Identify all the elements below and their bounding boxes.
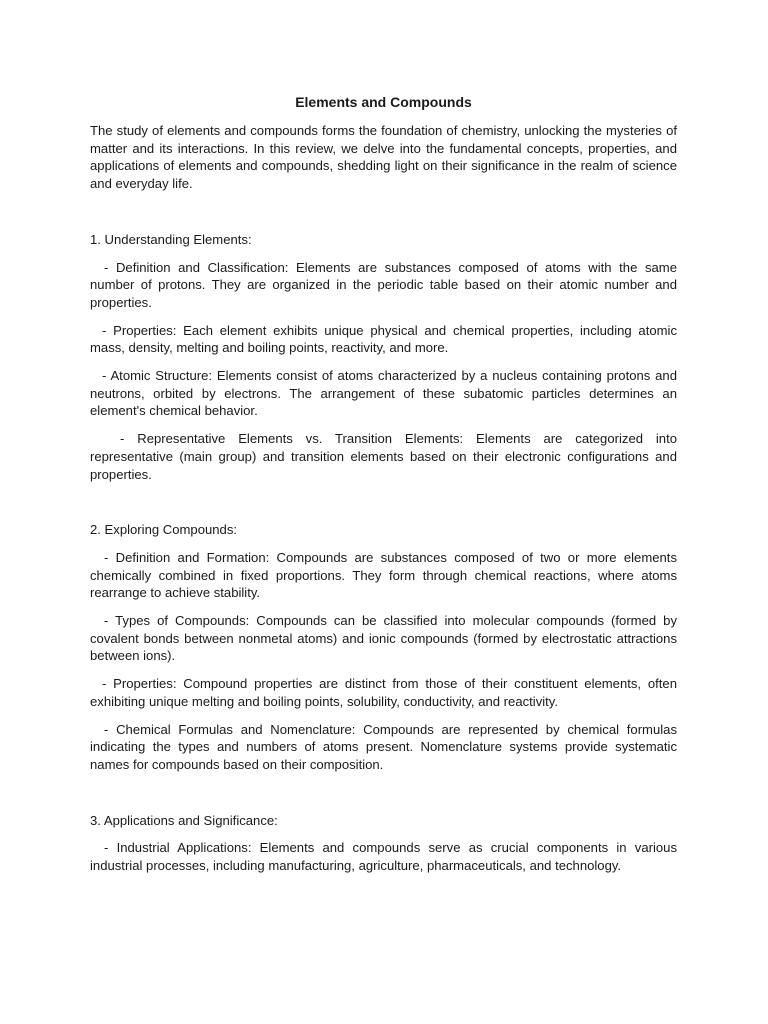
- document-title: Elements and Compounds: [295, 94, 472, 110]
- section-paragraph: - Industrial Applications: Elements and compounds serve as crucial components in various industrial processes, including manufacturing, agriculture, pharmaceuticals, and technology.: [90, 840, 677, 874]
- section-paragraph: - Chemical Formulas and Nomenclature: Compounds are represented by chemical formulas indicating the types and numbers of atoms present. Nomenclature systems provide systematic names for compounds based on their composition.: [90, 721, 677, 772]
- section-paragraph: - Properties: Each element exhibits unique physical and chemical properties, including atomic mass, density, melting and boiling points, reactivity, and more.: [90, 322, 677, 356]
- section-paragraph: - Definition and Classification: Elements are substances composed of atoms with the same number of protons. They are organized in the periodic table based on their atomic number and properties.: [90, 259, 677, 310]
- section-paragraph: - Properties: Compound properties are distinct from those of their constituent elements, often exhibiting unique melting and boiling points, solubility, conductivity, and reactivity.: [90, 676, 677, 709]
- section-heading: 3. Applications and Significance:: [90, 812, 278, 828]
- section-paragraph: - Definition and Formation: Compounds are substances composed of two or more elements chemically combined in fixed proportions. They form through chemical reactions, where atoms rearrange to achieve stability.: [90, 549, 677, 601]
- section-exploring-compounds: [90, 521, 677, 773]
- section-heading: 2. Exploring Compounds:: [90, 522, 238, 538]
- document-page: [90, 94, 677, 885]
- section-paragraph: - Atomic Structure: Elements consist of atoms characterized by a nucleus containing protons and neutrons, orbited by electrons. The arrangement of these subatomic particles determines an element's chemical behavior.: [90, 368, 677, 419]
- section-understanding-elements: [90, 231, 677, 483]
- section-applications-significance: [90, 812, 677, 875]
- section-heading: 1. Understanding Elements:: [90, 231, 252, 247]
- intro-paragraph: The study of elements and compounds forms the foundation of chemistry, unlocking the mysteries of matter and its interactions. In this review, we delve into the fundamental concepts, properties, and applications of elements and compounds, shedding light on their significance in the realm of science and everyday life.: [90, 123, 677, 192]
- section-paragraph: - Types of Compounds: Compounds can be classified into molecular compounds (formed by covalent bonds between nonmetal atoms) and ionic compounds (formed by electrostatic attractions between ions).: [90, 613, 677, 664]
- section-paragraph: - Representative Elements vs. Transition Elements: Elements are categorized into representative (main group) and transition elements based on their electronic configurations and properties.: [90, 431, 677, 482]
